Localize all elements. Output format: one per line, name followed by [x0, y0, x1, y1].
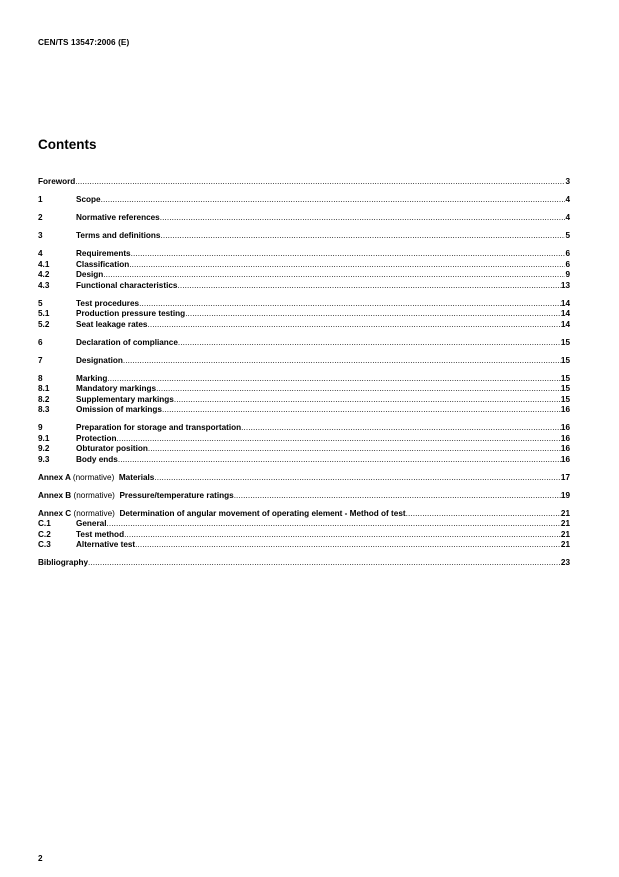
toc-group	[38, 249, 570, 291]
toc-entry[interactable]	[38, 356, 570, 367]
toc-entry-title	[38, 473, 154, 484]
toc-leader-dots	[103, 270, 565, 281]
table-of-contents	[38, 177, 570, 576]
toc-leader-dots	[129, 260, 565, 271]
toc-leader-dots	[162, 405, 561, 416]
toc-page-number: 15	[560, 384, 570, 393]
toc-entry[interactable]	[38, 509, 570, 520]
toc-entry-number: 8.1	[38, 384, 50, 393]
toc-entry[interactable]	[38, 530, 570, 541]
toc-entry-number: 5	[38, 298, 43, 308]
toc-page-number: 15	[560, 373, 570, 383]
toc-entry-title: Mandatory markings	[76, 384, 157, 393]
toc-entry[interactable]	[38, 423, 570, 434]
toc-group	[38, 213, 570, 224]
page-number: 2	[38, 854, 43, 863]
toc-annex-label: Annex A	[38, 472, 71, 482]
toc-page-number: 16	[560, 433, 570, 443]
toc-page-number: 14	[560, 298, 570, 308]
toc-leader-dots	[178, 338, 561, 349]
toc-entry-title	[38, 509, 406, 520]
toc-page-number: 9	[565, 270, 570, 279]
contents-title: Contents	[38, 137, 97, 152]
toc-entry-number: 8	[38, 373, 43, 383]
toc-entry[interactable]	[38, 444, 570, 455]
toc-group	[38, 177, 570, 188]
toc-entry[interactable]	[38, 177, 570, 188]
toc-entry-title: Supplementary markings	[76, 394, 174, 404]
toc-page-number: 5	[565, 231, 570, 240]
toc-entry[interactable]	[38, 270, 570, 281]
toc-page-number: 15	[560, 394, 570, 404]
toc-entry-title: Omission of markings	[76, 405, 162, 414]
toc-entry-number: 4.3	[38, 280, 50, 290]
toc-annex-kind: (normative)	[73, 508, 115, 518]
toc-entry[interactable]	[38, 299, 570, 310]
toc-leader-dots	[88, 558, 561, 569]
toc-leader-dots	[234, 491, 561, 502]
toc-annex-label: Annex C	[38, 508, 72, 518]
toc-group	[38, 356, 570, 367]
toc-page-number: 14	[560, 309, 570, 318]
toc-page-number: 16	[560, 405, 570, 414]
toc-page-number: 3	[565, 177, 570, 186]
toc-entry[interactable]	[38, 384, 570, 395]
toc-page-number: 21	[560, 508, 570, 518]
toc-entry[interactable]	[38, 320, 570, 331]
toc-page-number: 21	[560, 519, 570, 528]
toc-entry-number: C.3	[38, 540, 51, 549]
toc-page-number: 16	[560, 423, 570, 432]
toc-leader-dots	[406, 509, 561, 520]
toc-group	[38, 473, 570, 484]
toc-page-number: 6	[565, 259, 570, 269]
toc-entry[interactable]	[38, 374, 570, 385]
toc-entry-number: 9.3	[38, 454, 50, 464]
toc-leader-dots	[75, 177, 565, 188]
toc-leader-dots	[107, 374, 560, 385]
toc-entry-title: Bibliography	[38, 558, 89, 567]
toc-leader-dots	[107, 519, 561, 530]
toc-group	[38, 299, 570, 331]
toc-entry-number: 4.1	[38, 259, 50, 269]
toc-entry-number: C.1	[38, 519, 51, 528]
toc-entry-number: C.2	[38, 529, 51, 539]
toc-entry[interactable]	[38, 558, 570, 569]
toc-page-number: 19	[560, 490, 570, 500]
toc-entry[interactable]	[38, 281, 570, 292]
toc-page-number: 23	[560, 558, 570, 567]
toc-leader-dots	[148, 444, 561, 455]
toc-entry-number: 7	[38, 355, 43, 365]
toc-entry[interactable]	[38, 213, 570, 224]
toc-entry-number: 5.1	[38, 309, 50, 318]
toc-annex-title: Determination of angular movement of operating element - Method of test	[119, 508, 406, 518]
toc-entry-title: Protection	[76, 433, 117, 443]
toc-entry-title: Classification	[76, 259, 130, 269]
toc-entry-title: Declaration of compliance	[76, 337, 178, 347]
toc-group	[38, 231, 570, 242]
toc-group	[38, 558, 570, 569]
toc-annex-title: Materials	[118, 472, 155, 482]
toc-leader-dots	[156, 384, 561, 395]
toc-page-number: 17	[560, 472, 570, 482]
toc-entry[interactable]	[38, 405, 570, 416]
toc-group	[38, 423, 570, 465]
toc-leader-dots	[147, 320, 560, 331]
toc-entry-title: Scope	[76, 195, 101, 204]
toc-leader-dots	[185, 309, 561, 320]
toc-page-number: 4	[565, 213, 570, 222]
toc-entry-title: Marking	[76, 373, 108, 383]
toc-entry[interactable]	[38, 540, 570, 551]
toc-entry-number: 6	[38, 337, 43, 347]
toc-entry-title: Functional characteristics	[76, 280, 178, 290]
toc-page-number: 4	[565, 195, 570, 204]
toc-entry-title: Alternative test	[76, 540, 136, 549]
toc-entry-title: Design	[76, 270, 104, 279]
toc-group	[38, 374, 570, 416]
toc-entry[interactable]	[38, 519, 570, 530]
toc-annex-title: Pressure/temperature ratings	[119, 490, 234, 500]
toc-leader-dots	[123, 356, 561, 367]
toc-entry[interactable]	[38, 473, 570, 484]
toc-annex-kind: (normative)	[73, 490, 115, 500]
toc-leader-dots	[241, 423, 561, 434]
toc-group	[38, 195, 570, 206]
toc-leader-dots	[101, 195, 566, 206]
toc-entry[interactable]	[38, 491, 570, 502]
toc-entry-title: Preparation for storage and transportation	[76, 423, 242, 432]
toc-leader-dots	[124, 530, 561, 541]
toc-entry[interactable]	[38, 434, 570, 445]
toc-group	[38, 491, 570, 502]
toc-entry-number: 2	[38, 213, 43, 222]
toc-entry-title: Test method	[76, 529, 125, 539]
toc-leader-dots	[131, 249, 566, 260]
toc-entry-title: Designation	[76, 355, 123, 365]
toc-entry-title	[38, 491, 234, 502]
toc-entry[interactable]	[38, 395, 570, 406]
toc-entry-number: 1	[38, 195, 43, 204]
toc-leader-dots	[135, 540, 561, 551]
toc-entry-number: 8.2	[38, 394, 50, 404]
toc-leader-dots	[160, 213, 566, 224]
toc-entry-number: 3	[38, 231, 43, 240]
toc-entry[interactable]	[38, 231, 570, 242]
toc-entry-title: Foreword	[38, 177, 76, 186]
toc-page-number: 15	[560, 337, 570, 347]
toc-page-number: 6	[565, 249, 570, 258]
toc-page-number: 13	[560, 280, 570, 290]
toc-annex-kind: (normative)	[72, 472, 115, 482]
toc-leader-dots	[118, 455, 561, 466]
toc-entry-number: 8.3	[38, 405, 50, 414]
toc-leader-dots	[139, 299, 561, 310]
toc-entry[interactable]	[38, 455, 570, 466]
toc-leader-dots	[174, 395, 561, 406]
toc-entry[interactable]	[38, 260, 570, 271]
toc-entry[interactable]	[38, 338, 570, 349]
toc-entry-title: Obturator position	[76, 444, 148, 453]
toc-entry-number: 4.2	[38, 270, 50, 279]
toc-page-number: 14	[560, 319, 570, 329]
toc-group	[38, 509, 570, 551]
toc-entry-number: 5.2	[38, 319, 50, 329]
toc-entry-number: 4	[38, 249, 43, 258]
toc-entry-title: Normative references	[76, 213, 160, 222]
toc-entry-title: Terms and definitions	[76, 231, 161, 240]
toc-group	[38, 338, 570, 349]
toc-entry-title: General	[76, 519, 107, 528]
toc-entry[interactable]	[38, 249, 570, 260]
toc-entry[interactable]	[38, 309, 570, 320]
toc-page-number: 16	[560, 454, 570, 464]
toc-leader-dots	[117, 434, 561, 445]
document-id-header: CEN/TS 13547:2006 (E)	[38, 38, 130, 47]
toc-leader-dots	[154, 473, 561, 484]
toc-entry-number: 9.2	[38, 444, 50, 453]
toc-entry-title: Seat leakage rates	[76, 319, 148, 329]
toc-entry-title: Production pressure testing	[76, 309, 186, 318]
toc-page-number: 15	[560, 355, 570, 365]
toc-annex-label: Annex B	[38, 490, 72, 500]
toc-leader-dots	[160, 231, 565, 242]
toc-entry-title: Test procedures	[76, 298, 140, 308]
toc-page-number: 21	[560, 540, 570, 549]
toc-entry-title: Requirements	[76, 249, 131, 258]
toc-entry-number: 9.1	[38, 433, 50, 443]
toc-page-number: 16	[560, 444, 570, 453]
toc-leader-dots	[177, 281, 560, 292]
toc-entry[interactable]	[38, 195, 570, 206]
toc-entry-number: 9	[38, 423, 43, 432]
toc-entry-title: Body ends	[76, 454, 118, 464]
toc-page-number: 21	[560, 529, 570, 539]
